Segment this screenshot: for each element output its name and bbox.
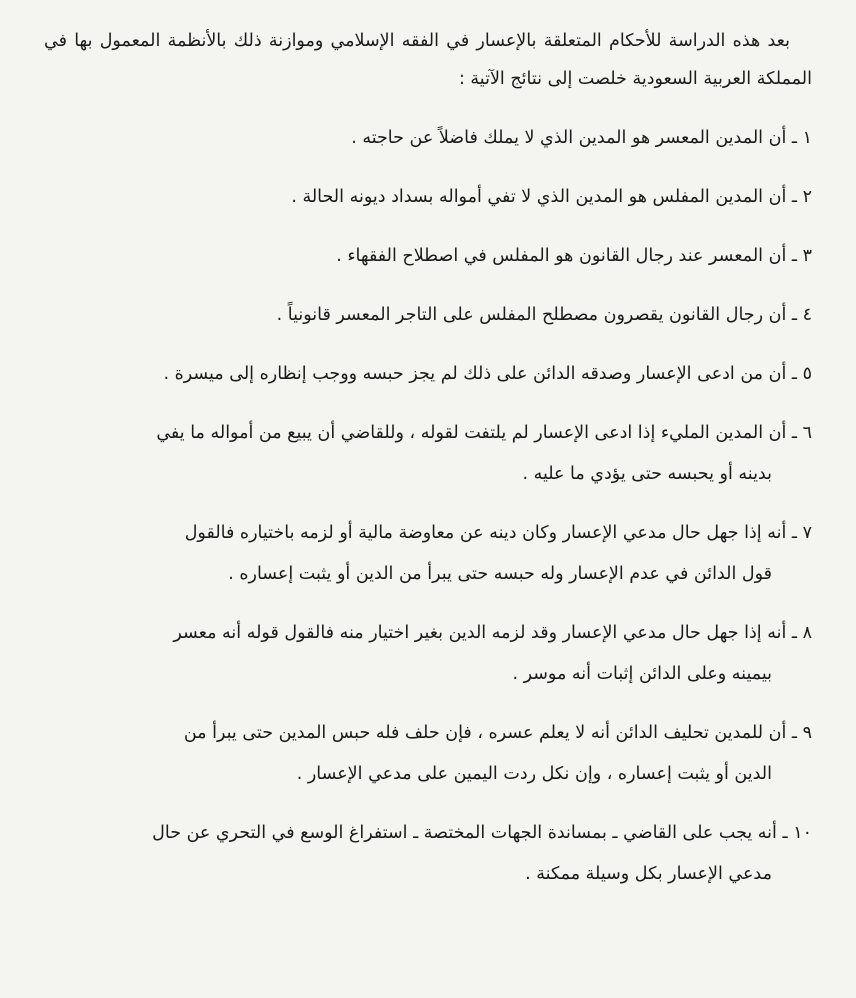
item-number: ٣ <box>802 246 812 266</box>
result-item-10: ١٠ ـ أنه يجب على القاضي ـ بمساندة الجهات المختصة ـ استفراغ الوسع في التحري عن حال مدعي الإعسار بكل وسيلة ممكنة . <box>44 813 812 895</box>
item-number: ١ <box>802 128 812 148</box>
item-number: ٢ <box>802 187 812 207</box>
result-item-7: ٧ ـ أنه إذا جهل حال مدعي الإعسار وكان دينه عن معاوضة مالية أو لزمه باختياره فالقول قول الدائن في عدم الإعسار وله حبسه حتى يبرأ من الدين أو يثبت إعساره . <box>44 513 812 595</box>
item-text: أن المدين المليء إذا ادعى الإعسار لم يلتفت لقوله ، وللقاضي أن يبيع من أمواله ما يفي <box>156 423 787 443</box>
item-text: أن للمدين تحليف الدائن أنه لا يعلم عسره ، فإن حلف فله حبس المدين حتى يبرأ من <box>183 723 787 743</box>
result-item-2: ٢ ـ أن المدين المفلس هو المدين الذي لا تفي أمواله بسداد ديونه الحالة . <box>291 187 812 207</box>
intro-paragraph: بعد هذه الدراسة للأحكام المتعلقة بالإعسار في الفقه الإسلامي وموازنة ذلك بالأنظمة المعمول بها في المملكة العربية السعودية خلصت إلى نتائج الآتية : <box>44 31 812 89</box>
item-continuation: بدينه أو يحبسه حتى يؤدي ما عليه . <box>522 464 772 484</box>
result-item-9: ٩ ـ أن للمدين تحليف الدائن أنه لا يعلم عسره ، فإن حلف فله حبس المدين حتى يبرأ من الدين أو يثبت إعساره ، وإن نكل ردت اليمين على مدعي الإعسار . <box>44 713 812 795</box>
item-continuation: قول الدائن في عدم الإعسار وله حبسه حتى يبرأ من الدين أو يثبت إعساره . <box>228 564 772 584</box>
item-continuation: مدعي الإعسار بكل وسيلة ممكنة . <box>525 864 772 884</box>
result-item-3: ٣ ـ أن المعسر عند رجال القانون هو المفلس في اصطلاح الفقهاء . <box>336 246 812 266</box>
item-text: أنه إذا جهل حال مدعي الإعسار وكان دينه عن معاوضة مالية أو لزمه باختياره فالقول <box>184 523 787 543</box>
item-number: ٦ <box>802 423 812 443</box>
item-continuation: الدين أو يثبت إعساره ، وإن نكل ردت اليمين على مدعي الإعسار . <box>296 764 772 784</box>
result-item-8: ٨ ـ أنه إذا جهل حال مدعي الإعسار وقد لزمه الدين بغير اختيار منه فالقول قوله أنه معسر بيمينه وعلى الدائن إثبات أنه موسر . <box>44 613 812 695</box>
item-text: أنه إذا جهل حال مدعي الإعسار وقد لزمه الدين بغير اختيار منه فالقول قوله أنه معسر <box>173 623 787 643</box>
result-item-4: ٤ ـ أن رجال القانون يقصرون مصطلح المفلس على التاجر المعسر قانونياً . <box>276 305 812 325</box>
item-text: أن من ادعى الإعسار وصدقه الدائن على ذلك لم يجز حبسه ووجب إنظاره إلى ميسرة . <box>163 364 787 384</box>
item-text: أن المعسر عند رجال القانون هو المفلس في اصطلاح الفقهاء . <box>336 246 787 266</box>
item-number: ٥ <box>802 364 812 384</box>
item-text: أن رجال القانون يقصرون مصطلح المفلس على التاجر المعسر قانونياً . <box>276 305 787 325</box>
item-text: أن المدين المعسر هو المدين الذي لا يملك فاضلاً عن حاجته . <box>351 128 787 148</box>
item-number: ٨ <box>802 623 812 643</box>
item-number: ١٠ <box>793 823 812 843</box>
result-item-6: ٦ ـ أن المدين المليء إذا ادعى الإعسار لم يلتفت لقوله ، وللقاضي أن يبيع من أمواله ما يفي بدينه أو يحبسه حتى يؤدي ما عليه . <box>44 413 812 495</box>
item-number: ٩ <box>802 723 812 743</box>
result-item-5: ٥ ـ أن من ادعى الإعسار وصدقه الدائن على ذلك لم يجز حبسه ووجب إنظاره إلى ميسرة . <box>163 364 812 384</box>
item-text: أنه يجب على القاضي ـ بمساندة الجهات المختصة ـ استفراغ الوسع في التحري عن حال <box>152 823 777 843</box>
item-number: ٧ <box>802 523 812 543</box>
result-item-1: ١ ـ أن المدين المعسر هو المدين الذي لا يملك فاضلاً عن حاجته . <box>351 128 812 148</box>
item-continuation: بيمينه وعلى الدائن إثبات أنه موسر . <box>512 664 772 684</box>
item-number: ٤ <box>802 305 812 325</box>
item-text: أن المدين المفلس هو المدين الذي لا تفي أمواله بسداد ديونه الحالة . <box>291 187 787 207</box>
